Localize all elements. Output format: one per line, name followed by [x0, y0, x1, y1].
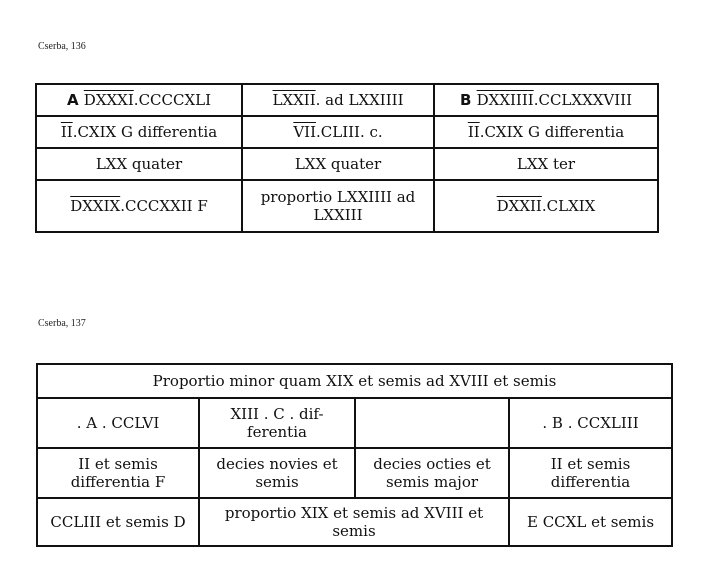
table-cserba-136 — [35, 83, 659, 233]
cell-r2c2 — [242, 116, 434, 148]
cell-r3c2: decies novies et semis — [199, 448, 355, 498]
cell-r3c4: II et semis differentia — [509, 448, 672, 498]
cell-text: .CLXIX — [541, 197, 596, 215]
cell-r2c3-empty — [355, 398, 509, 448]
caption-cserba-137: Cserba, 137 — [38, 318, 86, 329]
overlined-numeral: DXXXI — [83, 91, 134, 109]
table-row — [36, 180, 658, 232]
cell-r2c1: . A . CCLVI — [37, 398, 199, 448]
cell-text: .CLIII. c. — [316, 123, 383, 141]
cell-text: .CCCXXII F — [120, 197, 208, 215]
header-cell: Proportio minor quam XIX et semis ad XVIII et semis — [37, 364, 672, 398]
cell-r4c3: E CCXL et semis — [509, 498, 672, 546]
table-row — [36, 84, 658, 116]
cell-text: .CCCCXLI — [133, 91, 212, 109]
table-row — [36, 148, 658, 180]
overlined-numeral: $\overline{II}$ — [60, 123, 73, 141]
cell-r3c2: LXX quater — [242, 148, 434, 180]
caption-cserba-136: Cserba, 136 — [38, 41, 86, 52]
table-row — [37, 448, 672, 498]
cell-r3c1: II et semis differentia F — [37, 448, 199, 498]
cell-r4c1: CCLIII et semis D — [37, 498, 199, 546]
cell-r2c1 — [36, 116, 242, 148]
cell-r2c2: XIII . C . dif-ferentia — [199, 398, 355, 448]
cell-r2c3 — [434, 116, 658, 148]
cell-text: . ad LXXIIII — [315, 91, 404, 109]
cell-r1c1 — [36, 84, 242, 116]
table-row — [37, 498, 672, 546]
cell-text: .CXIX G differentia — [479, 123, 625, 141]
table-row — [36, 116, 658, 148]
cell-r2c4: . B . CCXLIII — [509, 398, 672, 448]
table-cserba-137 — [36, 363, 673, 547]
overlined-numeral: DXXIX — [70, 197, 121, 215]
cell-text: .CXIX G differentia — [72, 123, 218, 141]
table-row — [37, 364, 672, 398]
cell-prefix: A — [66, 91, 84, 109]
table-row — [37, 398, 672, 448]
cell-r4c2: proportio XIX et semis ad XVIII et semis — [199, 498, 509, 546]
overlined-numeral: DXXIIII — [476, 91, 534, 109]
overlined-numeral: $\overline{VII}$ — [293, 123, 316, 141]
overlined-numeral: $\overline{II}$ — [467, 123, 480, 141]
overlined-numeral: DXXII — [496, 197, 542, 215]
cell-r3c3: LXX ter — [434, 148, 658, 180]
cell-text: .CCLXXXVIII — [533, 91, 633, 109]
overlined-numeral: LXXII — [272, 91, 316, 109]
cell-r3c3: decies octies et semis major — [355, 448, 509, 498]
cell-r1c2 — [242, 84, 434, 116]
cell-prefix: B — [459, 91, 477, 109]
cell-r1c3 — [434, 84, 658, 116]
cell-r4c3 — [434, 180, 658, 232]
cell-r4c2: proportio LXXIIII ad LXXIII — [242, 180, 434, 232]
cell-r3c1: LXX quater — [36, 148, 242, 180]
cell-r4c1 — [36, 180, 242, 232]
